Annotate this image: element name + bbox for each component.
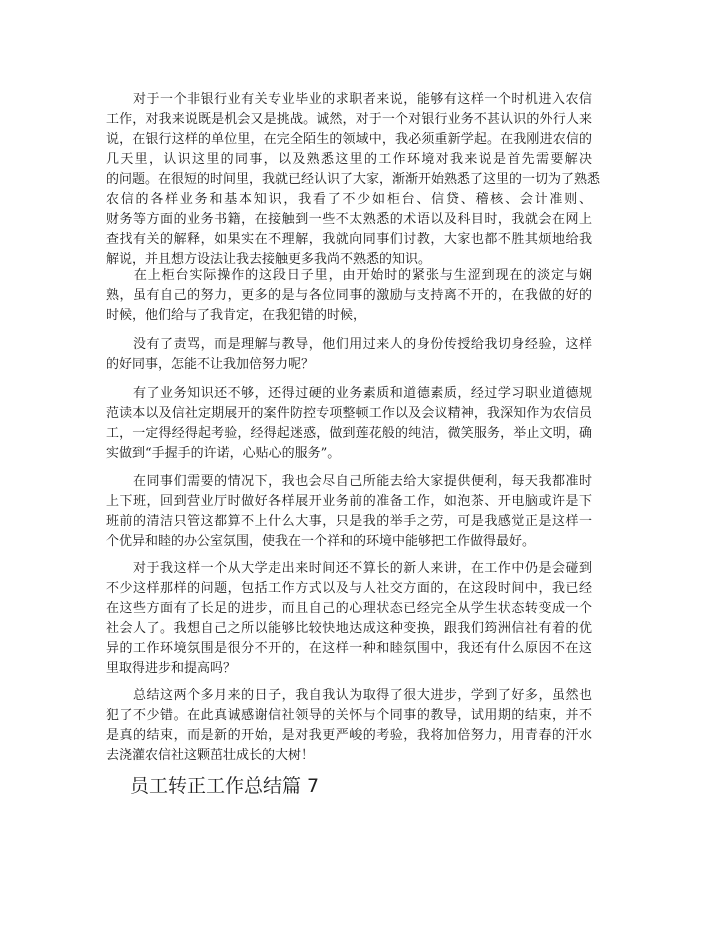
text-line: 个优异和睦的办公室氛围，使我在一个祥和的环境中能够把工作做得最好。 (106, 534, 536, 549)
text-line: 在上柜台实际操作的这段日子里，由开始时的紧张与生涩到现在的淡定与娴 (106, 268, 592, 283)
text-line: 实做到“手握手的许诺，心贴心的服务”。 (106, 446, 341, 461)
paragraph-helping (106, 472, 592, 552)
text-line: 的好同事，怎能不让我加倍努力呢？ (106, 357, 315, 372)
text-line: 说，在银行这样的单位里，在完全陌生的领域中，我必须重新学起。在我刚进农信的 (106, 132, 592, 147)
text-line: 不少这样那样的问题，包括工作方式以及与人社交方面的，在这段时间中，我已经 (106, 581, 592, 596)
text-line: 里取得进步和提高吗？ (106, 661, 237, 676)
text-line: 对于我这样一个从大学走出来时间还不算长的新人来讲，在工作中仍是会碰到 (106, 561, 592, 576)
text-line: 查找有关的解释，如果实在不理解，我就向同事们讨教，大家也都不胜其烦地给我 (106, 232, 592, 247)
text-line: 时候，他们给与了我肯定，在我犯错的时候， (106, 308, 367, 323)
section-heading: 员工转正工作总结篇 7 (130, 775, 320, 797)
paragraph-ethics (106, 384, 592, 464)
text-line: 有了业务知识还不够，还得过硬的业务素质和道德素质，经过学习职业道德规 (106, 386, 592, 401)
paragraph-counter-work (106, 266, 592, 326)
text-line: 对于一个非银行业有关专业毕业的求职者来说，能够有这样一个时机进入农信 (106, 92, 592, 107)
paragraph-colleagues (106, 335, 592, 375)
text-line: 工，一定得经得起考验，经得起迷惑，做到莲花般的纯洁，微笑服务，举止文明，确 (106, 426, 592, 441)
text-line: 范读本以及信社定期展开的案件防控专项整顿工作以及会议精神，我深知作为农信员 (106, 406, 592, 421)
text-line: 班前的清洁只管这都算不上什么大事，只是我的举手之劳，可是我感觉正是这样一 (106, 514, 592, 529)
text-line: 解说，并且想方设法让我去接触更多我尚不熟悉的知识。 (106, 252, 432, 267)
text-line: 总结这两个多月来的日子，我自我认为取得了很大进步，学到了好多，虽然也 (106, 688, 592, 703)
text-line: 是真的结束，而是新的开始，是对我更严峻的考验，我将加倍努力，用青春的汗水 (106, 728, 592, 743)
text-line: 异的工作环境氛围是很分不开的，在这样一种和睦氛围中，我还有什么原因不在这 (106, 641, 592, 656)
paragraph-intro (106, 90, 601, 270)
text-line: 社会人了。我想自己之所以能够比较快地达成这种变换，跟我们筠洲信社有着的优 (106, 621, 592, 636)
text-line: 几天里，认识这里的同事，以及熟悉这里的工作环境对我来说是首先需要解决 (106, 152, 592, 167)
text-line: 在同事们需要的情况下，我也会尽自己所能去给大家提供便利，每天我都准时 (106, 474, 592, 489)
text-line: 的问题。在很短的时间里，我就已经认识了大家，渐渐开始熟悉了这里的一切为了熟悉 (106, 172, 601, 187)
text-line: 没有了责骂，而是理解与教导，他们用过来人的身份传授给我切身经验，这样 (106, 337, 592, 352)
text-line: 去浇灌农信社这颗茁壮成长的大树！ (106, 748, 315, 763)
text-line: 在这些方面有了长足的进步，而且自己的心理状态已经完全从学生状态转变成一个 (106, 601, 592, 616)
text-line: 农信的各样业务和基本知识，我看了不少如柜台、信贷、稽核、会计准则、 (106, 192, 592, 207)
text-line: 工作，对我来说既是机会又是挑战。诚然，对于一个对银行业务不甚认识的外行人来 (106, 112, 592, 127)
text-line: 熟，虽有自己的努力，更多的是与各位同事的激励与支持离不开的，在我做的好的 (106, 288, 592, 303)
paragraph-summary (106, 686, 592, 766)
text-line: 犯了不少错。在此真诚感谢信社领导的关怀与个同事的教导，试用期的结束，并不 (106, 708, 592, 723)
paragraph-growth (106, 559, 592, 679)
text-line: 上下班，回到营业厅时做好各样展开业务前的准备工作，如泡茶、开电脑或许是下 (106, 494, 592, 509)
text-line: 财务等方面的业务书籍，在接触到一些不太熟悉的术语以及科目时，我就会在网上 (106, 212, 592, 227)
